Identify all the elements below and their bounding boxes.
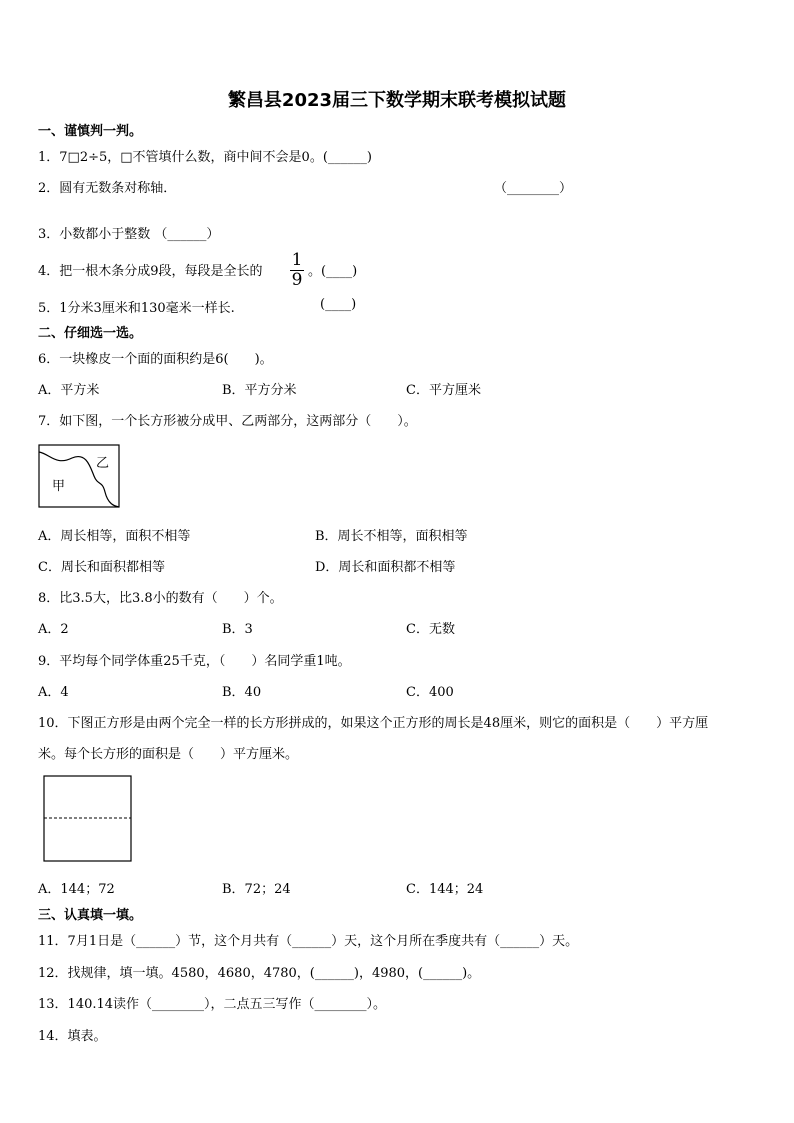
question-4-text: 4．把一根木条分成9段，每段是全长的: [38, 264, 263, 279]
question-13: 13．140.14读作（________），二点五三写作（________）。: [38, 997, 387, 1012]
question-1: 1．7□2÷5，□不管填什么数，商中间不会是0。(______): [38, 150, 372, 165]
fraction-numerator: 1: [291, 250, 303, 270]
question-2-blank: （________）: [494, 181, 573, 196]
page-title: 繁昌县2023届三下数学期末联考模拟试题: [227, 90, 567, 111]
q6-option-b: B．平方分米: [222, 383, 297, 398]
question-4-blank: 。(____): [308, 264, 358, 279]
question-5: 5．1分米3厘米和130毫米一样长.: [38, 301, 235, 316]
section-1-heading: 一、谨慎判一判。: [38, 124, 143, 139]
q8-option-a: A．2: [38, 622, 69, 637]
question-12: 12．找规律，填一填。4580，4680，4780，(______)，4980，(______)。: [38, 966, 481, 981]
section-2-heading: 二、仔细选一选。: [38, 326, 143, 341]
question-11: 11．7月1日是（______）节，这个月共有（______）天，这个月所在季度共有（______）天。: [38, 934, 579, 949]
q10-option-c: C．144；24: [406, 882, 484, 897]
question-2: 2．圆有无数条对称轴．: [38, 181, 177, 196]
question-6: 6．一块橡皮一个面的面积约是6( )。: [38, 352, 273, 367]
q7-option-a: A．周长相等，面积不相等: [38, 529, 191, 544]
q9-option-b: B．40: [222, 685, 262, 700]
q9-option-c: C．400: [406, 685, 454, 700]
q10-square-figure: [43, 775, 133, 863]
q10-option-b: B．72；24: [222, 882, 291, 897]
figure-label-yi: 乙: [96, 456, 110, 471]
q8-option-c: C．无数: [406, 622, 455, 637]
section-3-heading: 三、认真填一填。: [38, 908, 143, 923]
question-9: 9．平均每个同学体重25千克，（ ）名同学重1吨。: [38, 654, 351, 669]
question-8: 8．比3.5大，比3.8小的数有（ ）个。: [38, 591, 283, 606]
question-7: 7．如下图，一个长方形被分成甲、乙两部分，这两部分（ ）。: [38, 414, 417, 429]
question-5-blank: (____): [320, 297, 357, 312]
question-14: 14．填表。: [38, 1029, 107, 1044]
q7-rectangle-figure: [38, 444, 120, 508]
fraction-one-ninth: [290, 252, 304, 289]
fraction-denominator: 9: [291, 270, 303, 290]
q8-option-b: B．3: [222, 622, 253, 637]
q7-option-d: D．周长和面积都不相等: [315, 560, 456, 575]
q7-option-b: B．周长不相等，面积相等: [315, 529, 468, 544]
question-10-line-1: 10．下图正方形是由两个完全一样的长方形拼成的，如果这个正方形的周长是48厘米，则它的面积是（ ）平方厘: [38, 716, 709, 731]
q10-option-a: A．144；72: [38, 882, 115, 897]
figure-label-jia: 甲: [52, 479, 66, 494]
q6-option-a: A．平方米: [38, 383, 100, 398]
q7-option-c: C．周长和面积都相等: [38, 560, 165, 575]
q9-option-a: A．4: [38, 685, 69, 700]
figure-square: [44, 776, 131, 861]
q6-option-c: C．平方厘米: [406, 383, 481, 398]
question-10-line-2: 米。每个长方形的面积是（ ）平方厘米。: [38, 747, 299, 762]
question-3: 3．小数都小于整数 （______）: [38, 227, 220, 242]
